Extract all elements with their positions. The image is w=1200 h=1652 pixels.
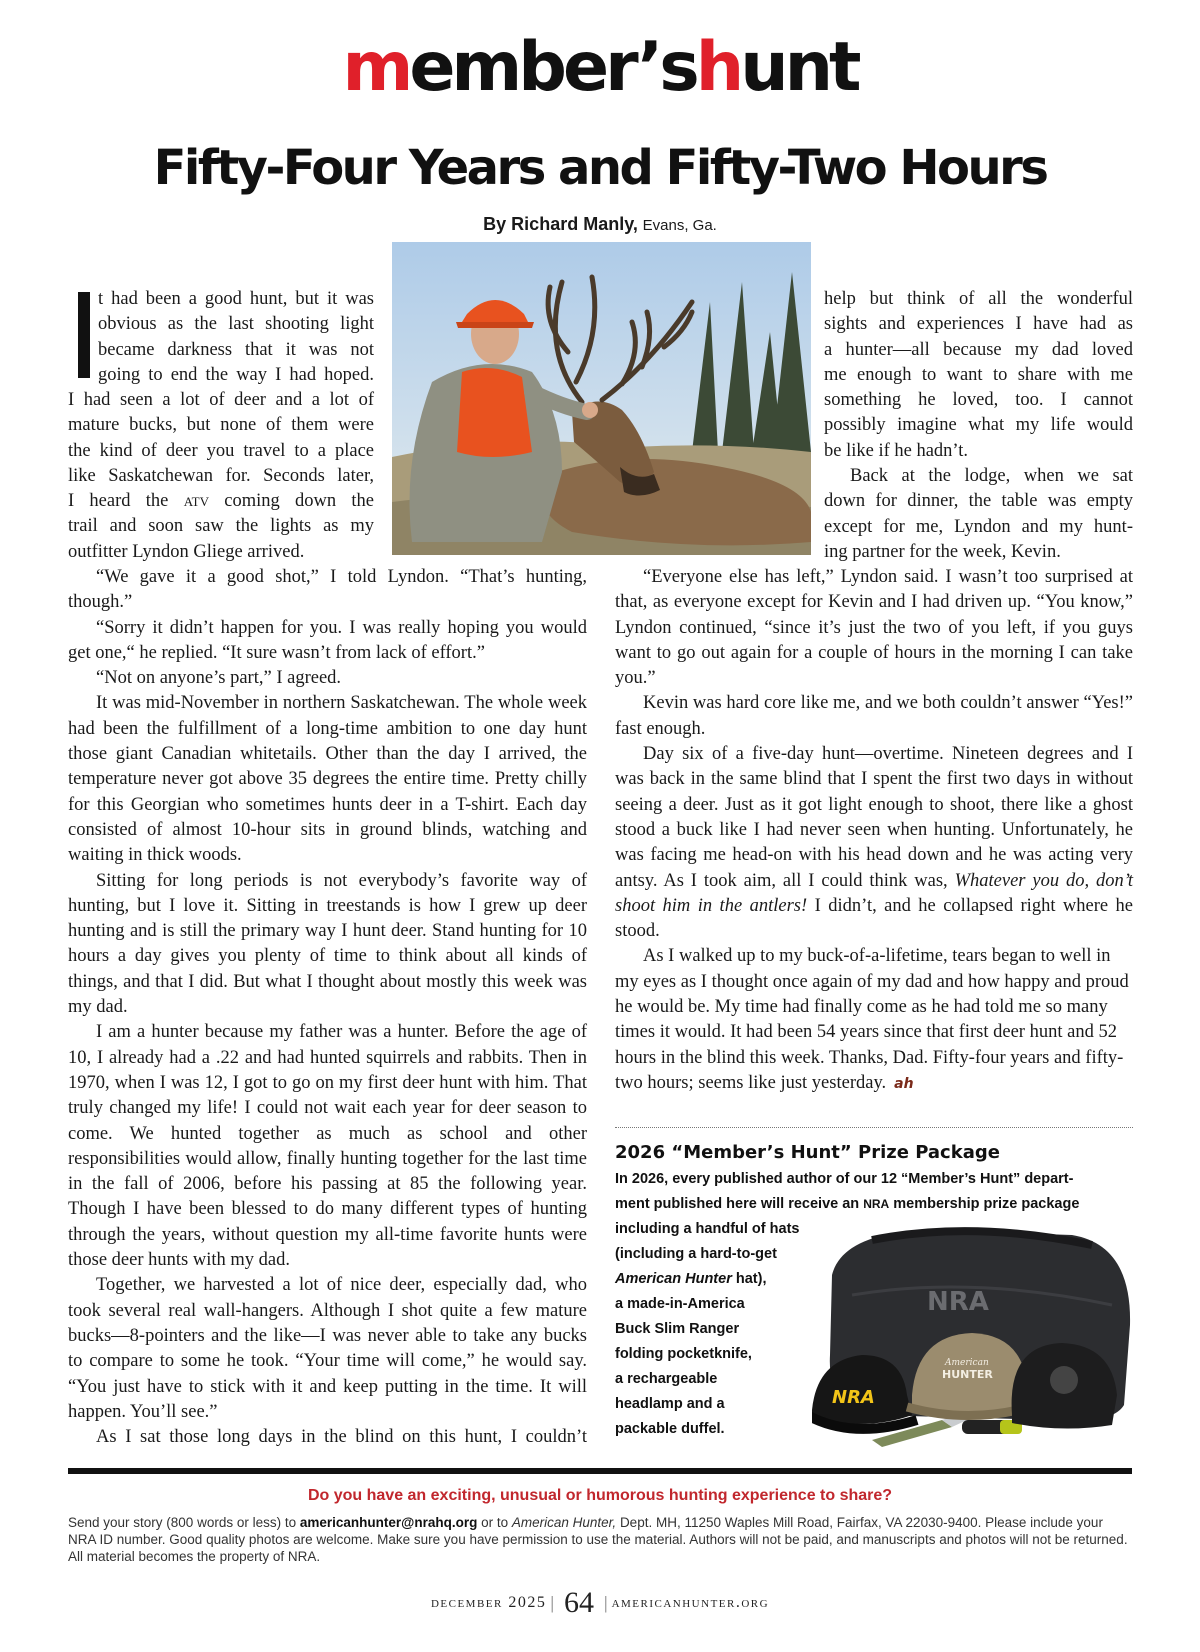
masthead-logo: member’shunt bbox=[342, 28, 858, 107]
hunter-buck-photo bbox=[392, 242, 811, 555]
article-column-1-body bbox=[68, 565, 587, 1450]
paragraph: Together, we harvested a lot of nice deer, especially dad, who took several real wall-hangers. Although I shot quite a few mature bucks—8-pointers and the like—I was never able to take any bucks to compare to some he took. “Your time will come,” he would say. “You just have to stick with it and keep putting in the time. It will happen. You’ll see.” bbox=[68, 1275, 587, 1422]
folio-date: december 2025 bbox=[430, 1594, 547, 1611]
paragraph: Kevin was hard core like me, and we both couldn’t answer “Yes!” fast enough. bbox=[615, 693, 1133, 739]
article-column-1-wrap: I had seen a lot of deer and a lot of mature bucks, but none of them were the kind of deer you travel to a place like Saskatchewan for. Seconds later, I heard the atv coming down the trail and soon saw the lights as my outfitter Lyndon Gliege arrived. bbox=[68, 390, 375, 562]
byline: By Richard Manly, Evans, Ga. bbox=[483, 214, 717, 234]
prize-list: including a handful of hats (including a hard-to-get American Hunter hat), a made-in-America Buck Slim Ranger folding pocketknife, a rechargeable headlamp and a packable duffel. bbox=[615, 1221, 800, 1437]
drop-cap bbox=[78, 292, 90, 378]
paragraph: “Sorry it didn’t happen for you. I was really hoping you would get one,“ he replied. “It sure wasn’t from lack of effort.” bbox=[68, 617, 587, 663]
article-column-2-top: help but think of all the wonderful sights and experiences I have had as a hunter—all because my dad loved me enough to want to share with me something he loved, too. I cannot possibly imagine what my life would be like if he hadn’t. Back at the lodge, when we sat down for dinner, the table was empty except for me, Lyndon and my hunt- ing partner for the week, Kevin. bbox=[824, 289, 1133, 562]
section-divider bbox=[615, 1127, 1133, 1128]
submission-instructions: Send your story (800 words or less) to americanhunter@nrahq.org or to American Hunter, Dept. MH, 11250 Waples Mill Road, Fairfax, VA 22030-9400. Please include your NRA ID number. Good quality photos are welcome. Make sure you have permission to use the material. Authors will not be paid, and manuscripts and photos will not be returned. All material becomes the property of NRA. bbox=[68, 1515, 1128, 1564]
paragraph: “We gave it a good shot,” I told Lyndon. “That’s hunting, though.” bbox=[68, 567, 587, 613]
article-column-2-body bbox=[615, 565, 1133, 1097]
prize-intro: In 2026, every published author of our 12 “Member’s Hunt” depart- ment published here will receive an NRA membership prize package bbox=[615, 1171, 1080, 1212]
footer-rule bbox=[68, 1468, 1132, 1474]
hat-hunter-text: HUNTER bbox=[942, 1368, 993, 1381]
article-headline: Fifty-Four Years and Fifty-Two Hours bbox=[153, 140, 1047, 196]
duffel-nra-text: NRA bbox=[927, 1287, 989, 1317]
submission-email-link[interactable]: americanhunter@nrahq.org bbox=[299, 1515, 478, 1530]
paragraph: Day six of a five-day hunt—overtime. Nineteen degrees and I was back in the same blind that I spent the first two days in without seeing a deer. Just as it got light enough to shoot, there like a ghost stood a buck like I had never seen when hunting. Unfortunately, he was facing me head-on with his head down and he was acting very antsy. As I took aim, all I could think was, Whatever you do, don’t shoot him in the antlers! I didn’t, and he collapsed right where he stood. bbox=[615, 744, 1134, 942]
page-folio: december 2025 | 64 | americanhunter.org bbox=[430, 1586, 770, 1619]
page-number: 64 bbox=[563, 1586, 594, 1619]
paragraph: As I walked up to my buck-of-a-lifetime, tears began to well in my eyes as I thought once again of my dad and how happy and proud he would be. My time had finally come as he had told me so many times it would. It had been 54 years since that first deer hunt and 52 hours in the blind this week. Thanks, Dad. Fifty-four years and fifty-two hours; seems like just yesterday. ah bbox=[615, 946, 1129, 1093]
prize-package-photo bbox=[812, 1215, 1134, 1453]
prize-title: 2026 “Member’s Hunt” Prize Package bbox=[615, 1142, 1000, 1163]
paragraph: As I sat those long days in the blind on this hunt, I couldn’t bbox=[96, 1427, 587, 1448]
end-mark-logo: ah bbox=[894, 1075, 914, 1092]
folio-website: americanhunter.org bbox=[611, 1594, 770, 1611]
hat-american-text: American bbox=[945, 1358, 989, 1368]
hat-nra-text: NRA bbox=[832, 1387, 875, 1408]
paragraph: “Everyone else has left,” Lyndon said. I wasn’t too surprised at that, as everyone except for Kevin and I had driven up. “You know,” Lyndon continued, “since it’s just the two of you left, if you guys want to go out again for a couple of hours in the morning I can take you.” bbox=[615, 567, 1133, 689]
submission-callout: Do you have an exciting, unusual or humorous hunting experience to share? bbox=[307, 1487, 893, 1504]
article-column-1-top: t had been a good hunt, but it was obvious as the last shooting light became darkness that it was not going to end the way I had hoped. bbox=[98, 289, 374, 385]
paragraph: It was mid-November in northern Saskatchewan. The whole week had been the fulfillment of a long-time ambition to one day hunt those giant Canadian whitetails. Other than the day I arrived, the temperature never got above 35 degrees the entire time. Pretty chilly for this Georgian who sometimes hunts deer in a T-shirt. Each day consisted of almost 10-hour sits in ground blinds, watching and waiting in thick woods. bbox=[68, 693, 587, 866]
paragraph: Sitting for long periods is not everybody’s favorite way of hunting, but I love it. Sitting in treestands is how I grew up deer hunting and is still the primary way I hunt deer. Stand hunting for 10 hours a day gives you plenty of time to think about all kinds of things, and that I did. But what I thought about mostly this week was my dad. bbox=[68, 870, 587, 1018]
paragraph: I am a hunter because my father was a hunter. Before the age of 10, I already had a .22 and had hunted squirrels and rabbits. Then in 1970, when I was 12, I got to go on my first deer hunt with him. That truly changed my life! I could not wait each year for deer season to come. We hunted together as much as school and other responsibilities would allow, finally hunting together for the last time in the fall of 2006, before his passing at 85 the following year. Though I have been blessed to do many different types of hunting through the years, without question my all-time favorite hunts were those deer hunts with my dad. bbox=[68, 1022, 587, 1271]
paragraph: “Not on anyone’s part,” I agreed. bbox=[96, 668, 342, 689]
